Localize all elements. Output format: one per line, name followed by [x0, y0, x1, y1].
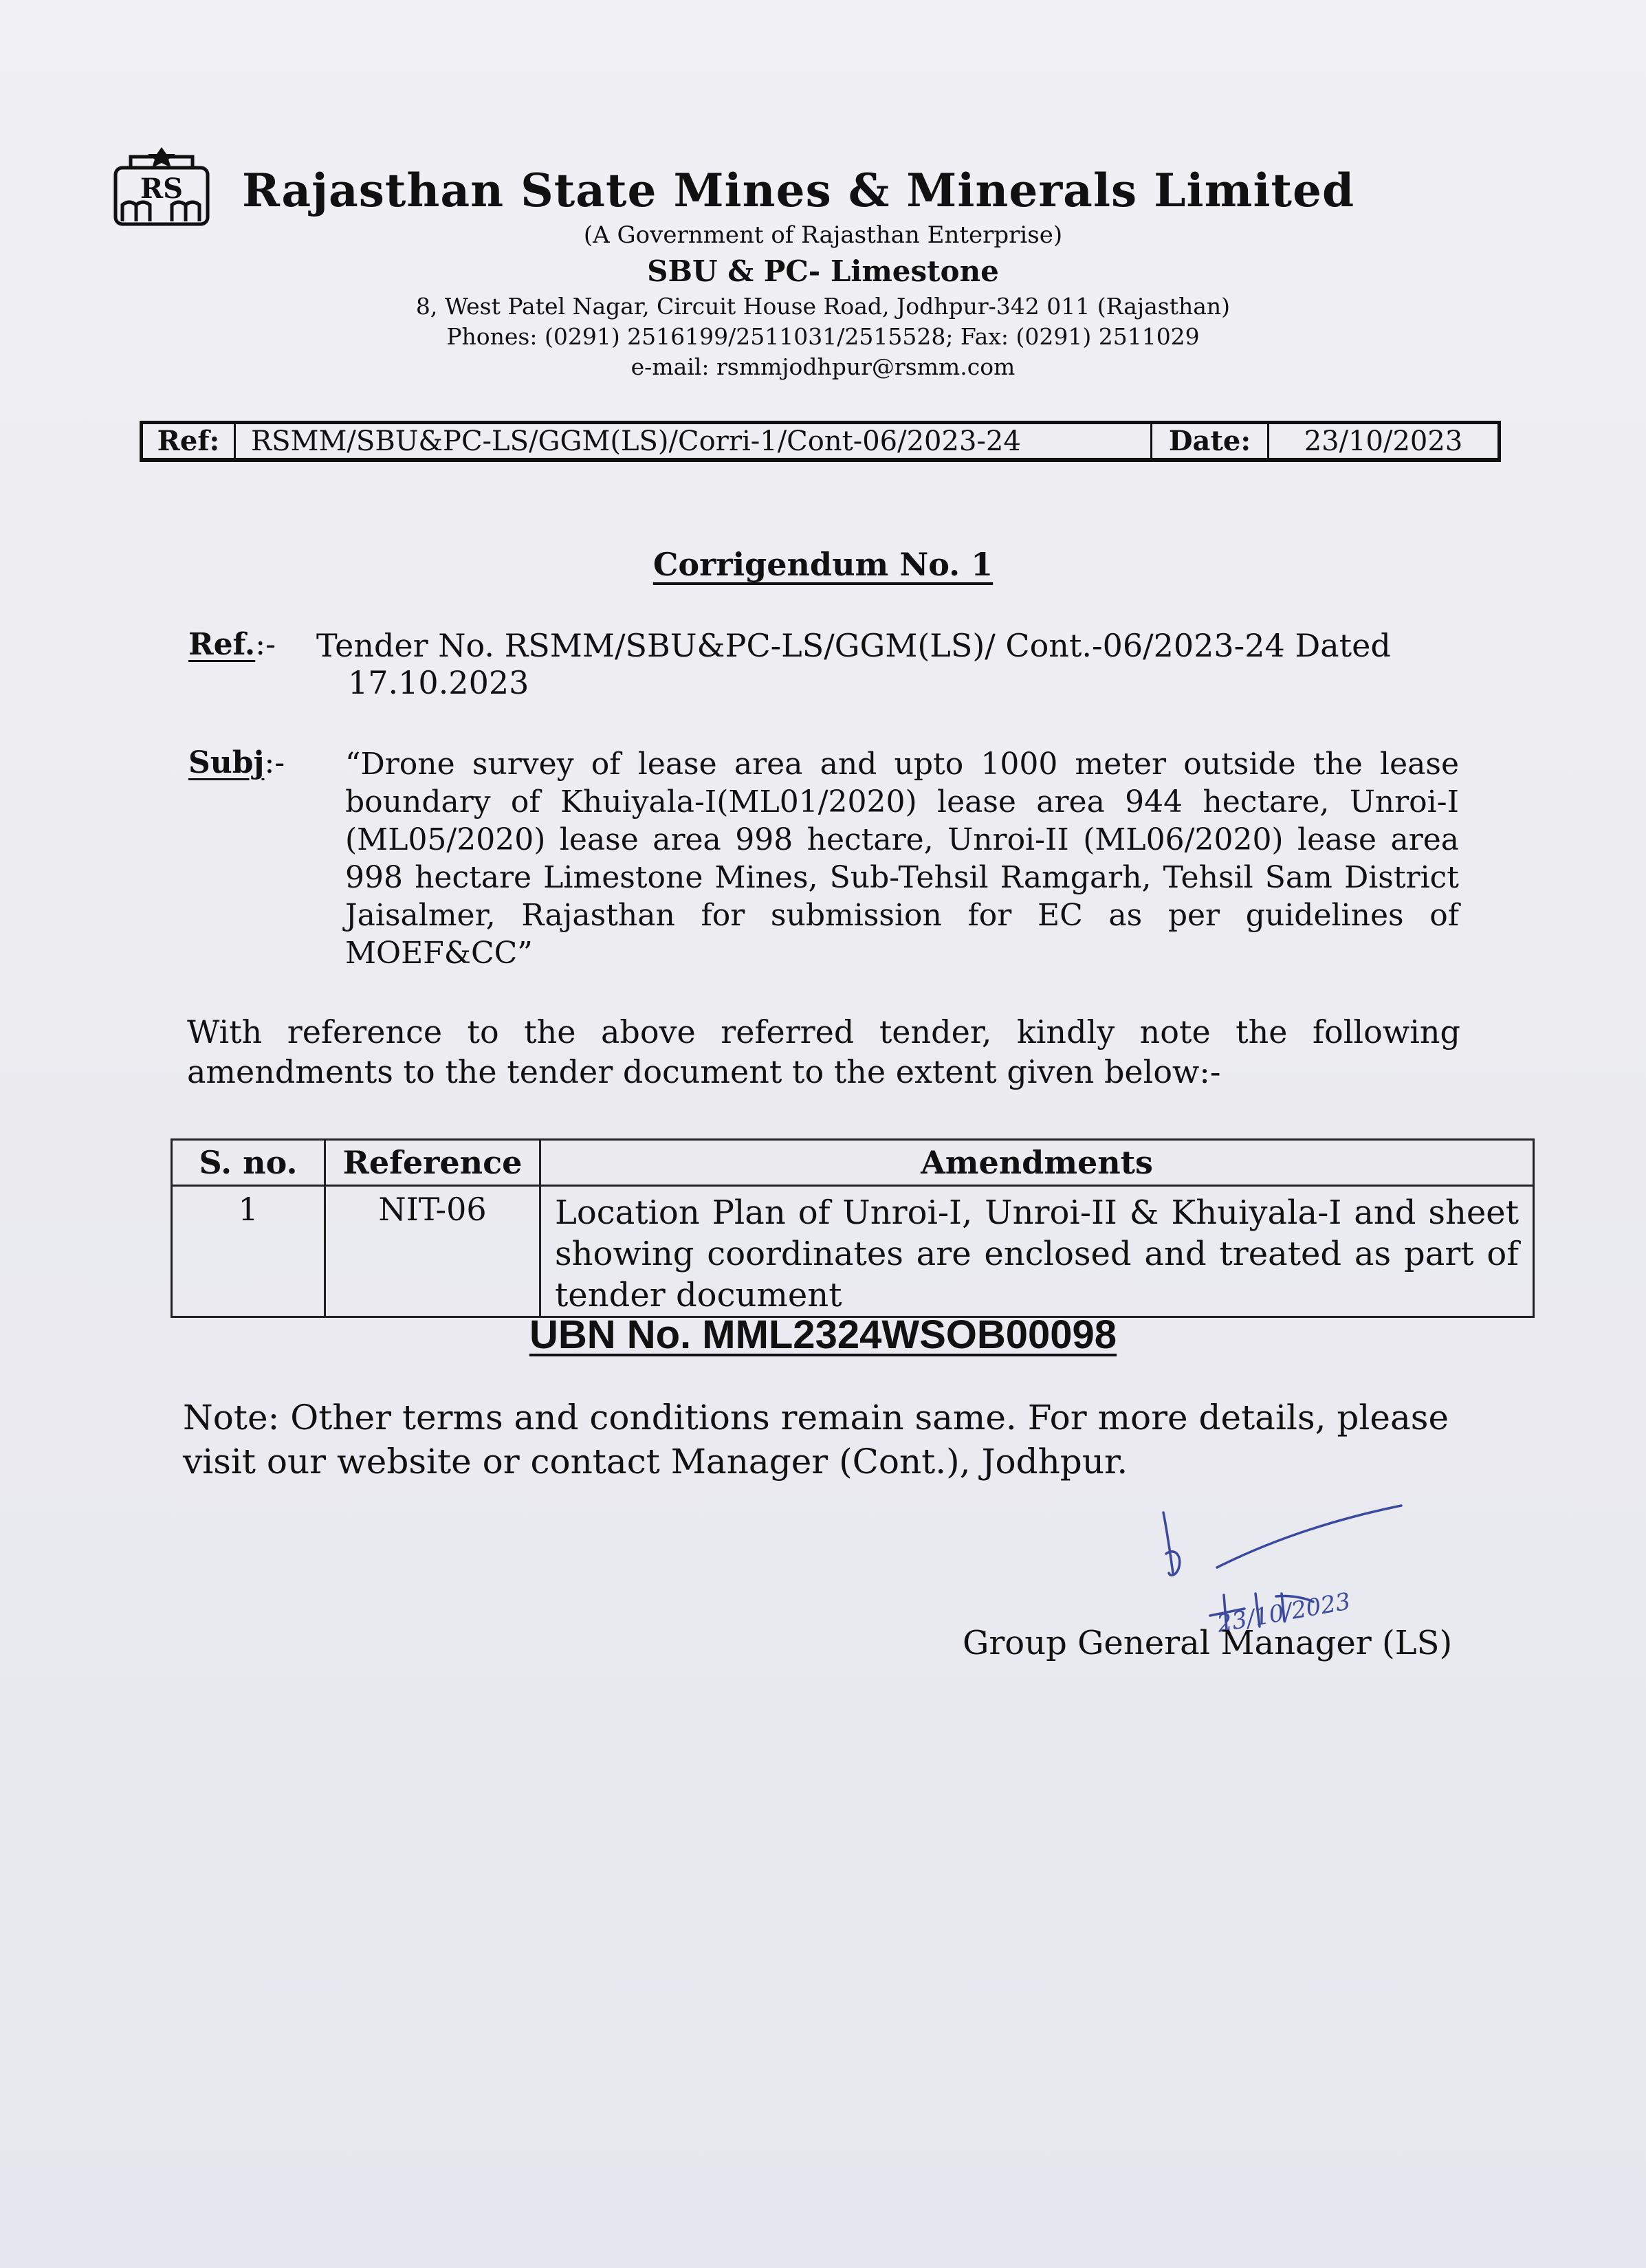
- phone-fax-line: Phones: (0291) 2516199/2511031/2515528; Fax: (0291) 2511029: [446, 323, 1200, 350]
- subject-label-suffix: :-: [264, 745, 285, 780]
- business-unit: SBU & PC- Limestone: [647, 254, 999, 288]
- address-line: 8, West Patel Nagar, Circuit House Road, Jodhpur-342 011 (Rajasthan): [415, 293, 1231, 320]
- rsmm-logo-icon: [110, 144, 213, 227]
- organization-subtitle: (A Government of Rajasthan Enterprise): [583, 221, 1063, 249]
- document-title: [0, 546, 1646, 583]
- email-line: e-mail: rsmmjodhpur@rsmm.com: [630, 353, 1016, 380]
- ref-section-suffix: :-: [255, 627, 276, 662]
- svg-text:RS: RS: [140, 173, 184, 205]
- note-paragraph: Note: Other terms and conditions remain same. For more details, please visit our website or contact Manager (Cont.), Jodhpur.: [183, 1398, 1449, 1482]
- cell-reference: NIT-06: [325, 1186, 540, 1317]
- ref-number: RSMM/SBU&PC-LS/GGM(LS)/Corri-1/Cont-06/2023-24: [236, 424, 1152, 458]
- header-amendments: Amendments: [540, 1140, 1534, 1186]
- subject-label-text: Subj: [188, 745, 265, 780]
- cell-serial-no: 1: [172, 1186, 325, 1317]
- ref-section-label-text: Ref.: [188, 627, 256, 662]
- table-row: [172, 1186, 1534, 1317]
- cell-amendment: Location Plan of Unroi-I, Unroi-II & Khuiyala-I and sheet showing coordinates are enclosed and treated as part of tender document: [540, 1186, 1534, 1317]
- signatory-designation: Group General Manager (LS): [963, 1624, 1453, 1662]
- ref-section-line-1: Tender No. RSMM/SBU&PC-LS/GGM(LS)/ Cont.-06/2023-24 Dated: [316, 627, 1391, 664]
- date-label: Date:: [1152, 424, 1269, 458]
- subject-text: “Drone survey of lease area and upto 1000 meter outside the lease boundary of Khuiyala-I(ML01/2020) lease area 944 hectare, Unroi-I (ML05/2020) lease area 998 hectare, Unroi-II (ML06/2020) lease area 998 hectare Limestone Mines, Sub-Tehsil Ramgarh, Tehsil Sam District Jaisalmer, Rajasthan for submission for EC as per guidelines of MOEF&CC”: [345, 747, 1459, 971]
- organization-name: Rajasthan State Mines & Minerals Limited: [242, 164, 1355, 217]
- ubn-number-text: UBN No. MML2324WSOB00098: [529, 1312, 1117, 1357]
- amendments-table: [171, 1138, 1535, 1318]
- reference-bar: [140, 421, 1501, 462]
- ref-section-label: [188, 627, 276, 662]
- subject-label: [188, 745, 285, 780]
- date-value: 23/10/2023: [1304, 425, 1463, 457]
- intro-paragraph: With reference to the above referred tender, kindly note the following amendments to the tender document to the extent given below:-: [187, 1013, 1460, 1090]
- handwritten-signature: [1134, 1492, 1423, 1643]
- document-title-text: Corrigendum No. 1: [652, 546, 994, 583]
- ref-label: Ref:: [143, 424, 236, 458]
- ref-section-line-2: 17.10.2023: [348, 664, 529, 701]
- table-header-row: [172, 1140, 1534, 1186]
- header-reference: Reference: [325, 1140, 540, 1186]
- ref-section-text: [316, 627, 1462, 701]
- signature-date: 23/10/2023: [1215, 1587, 1353, 1638]
- ubn-number: [0, 1312, 1646, 1358]
- header-serial-no: S. no.: [172, 1140, 325, 1186]
